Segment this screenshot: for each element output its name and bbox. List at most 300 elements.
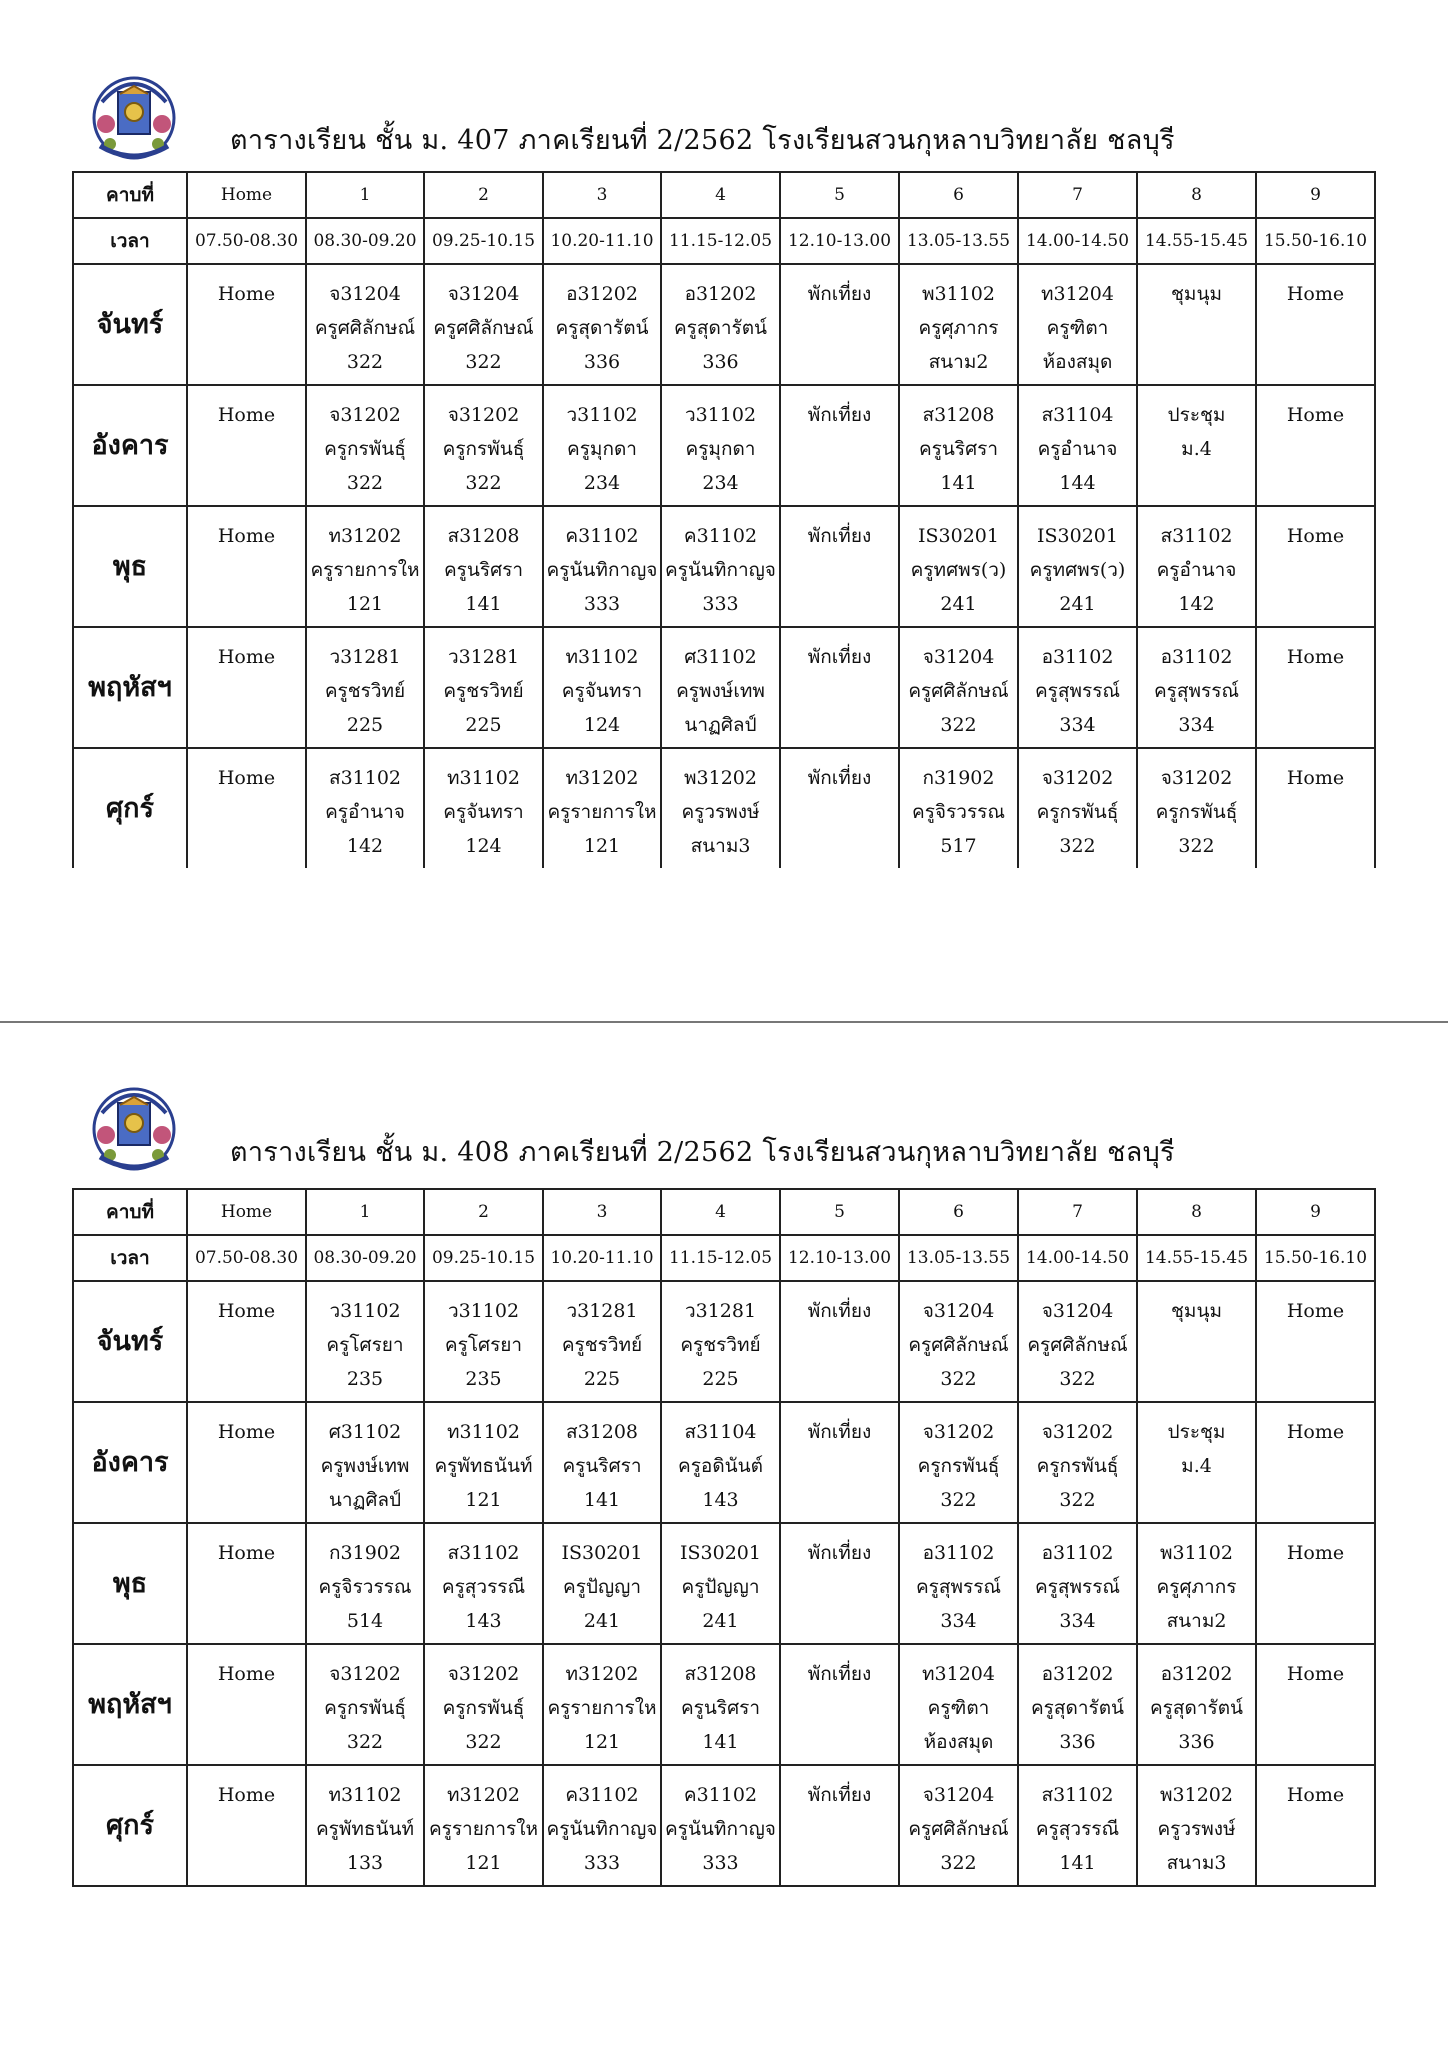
teacher-name: ครูกรพันธุ์ [442, 1697, 525, 1719]
subject-code: ท31202 [447, 1784, 520, 1806]
subject-code: ว31102 [684, 404, 757, 426]
schedule-title: ตารางเรียน ชั้น ม. 408 ภาคเรียนที่ 2/2562 โรงเรียนสวนกุหลาบวิทยาลัย ชลบุรี [230, 1137, 1175, 1168]
room-number: 234 [702, 472, 739, 494]
day-name: อังคาร [73, 1402, 187, 1523]
subject-code: ส31102 [1160, 525, 1233, 547]
time-label: เวลา [73, 218, 187, 264]
subject-code: ประชุม [1167, 1421, 1226, 1443]
room-number: สนาม2 [1166, 1610, 1227, 1632]
subject-code: จ31204 [1041, 1300, 1114, 1322]
day-name: พฤหัสฯ [73, 627, 187, 748]
room-number: ห้องสมุด [923, 1731, 994, 1753]
room-number: 322 [940, 714, 977, 736]
teacher-name: ครูนันทิกาญจ [546, 559, 658, 581]
room-number: 235 [465, 1368, 502, 1390]
class-cell [306, 1402, 424, 1523]
day-name: พุธ [73, 506, 187, 627]
subject-code: จ31204 [922, 1300, 995, 1322]
subject-code: ส31104 [684, 1421, 757, 1443]
class-cell [424, 1644, 543, 1765]
teacher-name: ครูชรวิทย์ [680, 1334, 761, 1356]
class-cell [1137, 1402, 1256, 1523]
class-cell [543, 1402, 661, 1523]
subject-code: ว31281 [329, 646, 401, 668]
teacher-name: ครูวรพงษ์ [1157, 1818, 1236, 1840]
period-cell: 8 [1137, 1189, 1256, 1235]
day-name: อังคาร [73, 385, 187, 506]
time-cell: 07.50-08.30 [187, 1235, 306, 1281]
room-number: 333 [583, 593, 621, 615]
room-number: 241 [940, 593, 977, 615]
room-number: 141 [1059, 1852, 1096, 1874]
teacher-name: ครูกรพันธุ์ [1036, 801, 1119, 823]
teacher-name: ครูรายการให [547, 1697, 657, 1719]
teacher-name: ครูสุวรรณี [441, 1576, 526, 1598]
subject-code: Home [1286, 1421, 1345, 1443]
subject-code: จ31202 [447, 404, 520, 426]
subject-code: จ31202 [447, 1663, 520, 1685]
period-cell: 3 [543, 1189, 661, 1235]
subject-code: ส31102 [1041, 1784, 1114, 1806]
time-label: เวลา [73, 1235, 187, 1281]
subject-code: ท31102 [328, 1784, 402, 1806]
subject-code: ท31102 [447, 1421, 520, 1443]
subject-code: Home [217, 767, 276, 789]
class-cell [424, 627, 543, 748]
teacher-name: ม.4 [1181, 438, 1212, 460]
class-cell [1256, 1281, 1375, 1402]
subject-code: Home [217, 1542, 276, 1564]
subject-code: ท31204 [922, 1663, 995, 1685]
room-number: 225 [346, 714, 384, 736]
room-number: 225 [702, 1368, 739, 1390]
teacher-name: ครูทศพร(ว) [1029, 559, 1126, 581]
subject-code: Home [1286, 1663, 1345, 1685]
class-cell [1137, 1644, 1256, 1765]
subject-code: ส31102 [447, 1542, 520, 1564]
class-cell [780, 748, 899, 868]
day-row [73, 1765, 1375, 1886]
class-cell [661, 264, 780, 385]
room-number: 334 [1059, 714, 1096, 736]
teacher-name: ครูกรพันธุ์ [1155, 801, 1238, 823]
class-cell [899, 748, 1018, 868]
teacher-name: ครูนริศรา [443, 559, 524, 581]
subject-code: จ31202 [329, 1663, 401, 1685]
teacher-name: ครูรายการให [310, 559, 420, 581]
subject-code: ท31102 [447, 767, 520, 789]
subject-code: IS30201 [1037, 525, 1118, 547]
room-number: 241 [1059, 593, 1096, 615]
teacher-name: ครูศศิลักษณ์ [908, 1818, 1009, 1840]
class-cell [543, 1281, 661, 1402]
day-row [73, 1644, 1375, 1765]
class-cell [899, 506, 1018, 627]
class-cell [1256, 1402, 1375, 1523]
room-number: 142 [1178, 593, 1215, 615]
subject-code: พักเที่ยง [807, 404, 872, 426]
class-cell [424, 1523, 543, 1644]
class-cell [187, 1644, 306, 1765]
subject-code: Home [1286, 1542, 1345, 1564]
day-row [73, 506, 1375, 627]
subject-code: พักเที่ยง [807, 1784, 872, 1806]
teacher-name: ครูโศรยา [326, 1334, 404, 1356]
class-cell [1137, 1765, 1256, 1886]
time-cell: 13.05-13.55 [899, 218, 1018, 264]
room-number: 225 [583, 1368, 621, 1390]
class-cell [780, 1523, 899, 1644]
time-cell: 11.15-12.05 [661, 218, 780, 264]
subject-code: จ31202 [1041, 767, 1114, 789]
room-number: 322 [940, 1489, 977, 1511]
subject-code: ท31204 [1041, 283, 1114, 305]
class-cell [306, 506, 424, 627]
subject-code: ว31102 [566, 404, 638, 426]
class-cell [1256, 1765, 1375, 1886]
room-number: 334 [1178, 714, 1215, 736]
teacher-name: ครูนริศรา [918, 438, 999, 460]
class-cell [1018, 1523, 1137, 1644]
class-cell [1256, 385, 1375, 506]
subject-code: อ31102 [1160, 646, 1233, 668]
class-cell [187, 506, 306, 627]
class-cell [1018, 1765, 1137, 1886]
schedule-title: ตารางเรียน ชั้น ม. 407 ภาคเรียนที่ 2/2562 โรงเรียนสวนกุหลาบวิทยาลัย ชลบุรี [230, 125, 1175, 156]
room-number: 141 [702, 1731, 739, 1753]
page-divider [0, 1021, 1448, 1023]
room-number: 517 [940, 835, 977, 857]
class-cell [1018, 627, 1137, 748]
period-cell: 2 [424, 172, 543, 218]
room-number: 121 [346, 593, 384, 615]
subject-code: ท31202 [565, 1663, 639, 1685]
subject-code: Home [217, 1300, 276, 1322]
period-cell: 4 [661, 172, 780, 218]
timetable [72, 1188, 1376, 1887]
time-cell: 10.20-11.10 [543, 218, 661, 264]
teacher-name: ครูชรวิทย์ [561, 1334, 643, 1356]
day-name: ศุกร์ [73, 1765, 187, 1886]
subject-code: จ31202 [1160, 767, 1233, 789]
class-cell [1137, 1523, 1256, 1644]
subject-code: ค31102 [565, 1784, 639, 1806]
class-cell [543, 1765, 661, 1886]
class-cell [661, 748, 780, 868]
teacher-name: ครูอำนาจ [325, 801, 405, 823]
subject-code: Home [1286, 1784, 1345, 1806]
time-cell: 09.25-10.15 [424, 1235, 543, 1281]
room-number: 322 [465, 351, 502, 373]
room-number: นาฏศิลป์ [684, 714, 757, 736]
room-number: 336 [702, 351, 739, 373]
period-cell: 6 [899, 1189, 1018, 1235]
subject-code: ท31202 [328, 525, 402, 547]
day-row [73, 748, 1375, 868]
teacher-name: ครูสุวรรณี [1035, 1818, 1120, 1840]
subject-code: พักเที่ยง [807, 646, 872, 668]
teacher-name: ครูจันทรา [443, 801, 524, 823]
room-number: 336 [583, 351, 621, 373]
room-number: 141 [583, 1489, 621, 1511]
period-cell: 1 [306, 1189, 424, 1235]
subject-code: ส31208 [447, 525, 520, 547]
subject-code: อ31202 [684, 283, 757, 305]
class-cell [1137, 748, 1256, 868]
class-cell [661, 385, 780, 506]
subject-code: ประชุม [1167, 404, 1226, 426]
teacher-name: ม.4 [1181, 1455, 1212, 1477]
time-row [73, 218, 1375, 264]
class-cell [1256, 748, 1375, 868]
class-cell [780, 1765, 899, 1886]
room-number: 322 [940, 1852, 977, 1874]
teacher-name: ครูสุพรรณ์ [915, 1576, 1002, 1598]
time-cell: 14.55-15.45 [1137, 218, 1256, 264]
class-cell [543, 385, 661, 506]
class-cell [780, 506, 899, 627]
class-cell [899, 1281, 1018, 1402]
day-row [73, 385, 1375, 506]
class-cell [1137, 506, 1256, 627]
class-cell [1018, 1644, 1137, 1765]
teacher-name: ครูมุกดา [685, 438, 756, 460]
subject-code: พักเที่ยง [807, 1542, 872, 1564]
period-cell: 4 [661, 1189, 780, 1235]
period-cell: 3 [543, 172, 661, 218]
teacher-name: ครูพงษ์เทพ [320, 1455, 410, 1477]
subject-code: ศ31102 [684, 646, 757, 668]
time-cell: 07.50-08.30 [187, 218, 306, 264]
room-number: สนาม3 [1166, 1852, 1227, 1874]
teacher-name: ครูมุกดา [567, 438, 637, 460]
teacher-name: ครูศศิลักษณ์ [314, 317, 416, 339]
room-number: 241 [583, 1610, 621, 1632]
room-number: 322 [1059, 835, 1096, 857]
room-number: 121 [465, 1489, 502, 1511]
subject-code: จ31202 [329, 404, 401, 426]
class-cell [187, 1281, 306, 1402]
class-cell [187, 748, 306, 868]
class-cell [899, 1402, 1018, 1523]
teacher-name: ครูกรพันธุ์ [324, 1697, 406, 1719]
subject-code: ท31102 [565, 646, 639, 668]
teacher-name: ครูรายการให [428, 1818, 539, 1840]
time-cell: 13.05-13.55 [899, 1235, 1018, 1281]
class-cell [306, 1765, 424, 1886]
class-cell [780, 1402, 899, 1523]
teacher-name: ครูพงษ์เทพ [676, 680, 765, 702]
teacher-name: ครูนันทิกาญจ [546, 1818, 658, 1840]
class-cell [661, 506, 780, 627]
time-cell: 10.20-11.10 [543, 1235, 661, 1281]
subject-code: พักเที่ยง [807, 767, 872, 789]
subject-code: ค31102 [683, 1784, 758, 1806]
room-number: 322 [1178, 835, 1215, 857]
class-cell [424, 1765, 543, 1886]
class-cell [543, 1523, 661, 1644]
class-cell [543, 627, 661, 748]
class-cell [899, 385, 1018, 506]
teacher-name: ครูปัญญา [562, 1576, 642, 1598]
class-cell [1137, 627, 1256, 748]
subject-code: ชุมนุม [1171, 1300, 1222, 1322]
room-number: 225 [465, 714, 502, 736]
room-number: 334 [1059, 1610, 1096, 1632]
class-cell [780, 264, 899, 385]
subject-code: พ31202 [1160, 1784, 1233, 1806]
period-cell: 5 [780, 172, 899, 218]
teacher-name: ครูชรวิทย์ [324, 680, 406, 702]
teacher-name: ครูศศิลักษณ์ [908, 680, 1009, 702]
teacher-name: ครูกรพันธุ์ [324, 438, 406, 460]
class-cell [1256, 1523, 1375, 1644]
day-name: จันทร์ [73, 1281, 187, 1402]
class-cell [306, 1523, 424, 1644]
subject-code: Home [1286, 1300, 1345, 1322]
time-row [73, 1235, 1375, 1281]
teacher-name: ครูศศิลักษณ์ [1027, 1334, 1128, 1356]
time-cell: 08.30-09.20 [306, 1235, 424, 1281]
teacher-name: ครูกรพันธุ์ [442, 438, 525, 460]
subject-code: อ31102 [922, 1542, 995, 1564]
class-cell [424, 748, 543, 868]
subject-code: ส31102 [328, 767, 402, 789]
subject-code: พ31102 [1160, 1542, 1233, 1564]
subject-code: จ31204 [447, 283, 520, 305]
class-cell [187, 1765, 306, 1886]
teacher-name: ครูจันทรา [561, 680, 643, 702]
teacher-name: ครูสุดารัตน์ [673, 317, 768, 339]
subject-code: ค31102 [683, 525, 758, 547]
subject-code: ว31281 [447, 646, 520, 668]
class-cell [1018, 748, 1137, 868]
room-number: 322 [940, 1368, 977, 1390]
room-number: 144 [1059, 472, 1096, 494]
room-number: 121 [583, 1731, 621, 1753]
room-number: 322 [346, 472, 384, 494]
time-cell: 14.00-14.50 [1018, 218, 1137, 264]
class-cell [899, 627, 1018, 748]
class-cell [306, 1644, 424, 1765]
teacher-name: ครูสุดารัตน์ [1149, 1697, 1244, 1719]
subject-code: Home [1286, 767, 1345, 789]
subject-code: จ31202 [922, 1421, 995, 1443]
teacher-name: ครูปัญญา [681, 1576, 760, 1598]
period-row [73, 1189, 1375, 1235]
teacher-name: ครูฑิตา [1046, 317, 1109, 339]
subject-code: จ31204 [329, 283, 401, 305]
room-number: 322 [465, 1731, 502, 1753]
subject-code: อ31202 [566, 283, 638, 305]
subject-code: Home [1286, 646, 1345, 668]
class-cell [1018, 264, 1137, 385]
subject-code: พักเที่ยง [807, 525, 872, 547]
subject-code: พักเที่ยง [807, 283, 872, 305]
class-cell [306, 1281, 424, 1402]
day-name: พุธ [73, 1523, 187, 1644]
subject-code: ค31102 [565, 525, 639, 547]
time-cell: 15.50-16.10 [1256, 1235, 1375, 1281]
teacher-name: ครูพัทธนันท์ [315, 1818, 415, 1840]
period-cell: 9 [1256, 172, 1375, 218]
period-cell: 7 [1018, 172, 1137, 218]
teacher-name: ครูโศรยา [444, 1334, 523, 1356]
teacher-name: ครูรายการให [547, 801, 657, 823]
teacher-name: ครูนริศรา [680, 1697, 761, 1719]
class-cell [187, 1523, 306, 1644]
class-cell [306, 748, 424, 868]
subject-code: Home [217, 283, 276, 305]
room-number: 322 [1059, 1368, 1096, 1390]
room-number: 234 [583, 472, 621, 494]
room-number: 514 [346, 1610, 384, 1632]
class-cell [661, 1402, 780, 1523]
room-number: 121 [465, 1852, 502, 1874]
subject-code: จ31204 [922, 1784, 995, 1806]
room-number: 334 [940, 1610, 977, 1632]
class-cell [780, 1644, 899, 1765]
subject-code: พักเที่ยง [807, 1663, 872, 1685]
room-number: นาฏศิลป์ [328, 1489, 402, 1511]
day-name: พฤหัสฯ [73, 1644, 187, 1765]
teacher-name: ครูทศพร(ว) [910, 559, 1007, 581]
time-cell: 09.25-10.15 [424, 218, 543, 264]
room-number: 241 [702, 1610, 739, 1632]
subject-code: อ31102 [1041, 646, 1114, 668]
room-number: 143 [465, 1610, 502, 1632]
class-cell [1256, 1644, 1375, 1765]
subject-code: พักเที่ยง [807, 1300, 872, 1322]
period-label: คาบที่ [73, 1189, 187, 1235]
time-cell: 15.50-16.10 [1256, 218, 1375, 264]
day-row [73, 1402, 1375, 1523]
room-number: 336 [1178, 1731, 1215, 1753]
day-row [73, 1523, 1375, 1644]
subject-code: Home [217, 1663, 276, 1685]
period-label: คาบที่ [73, 172, 187, 218]
class-cell [424, 1281, 543, 1402]
class-cell [661, 1644, 780, 1765]
class-cell [661, 1281, 780, 1402]
subject-code: อ31102 [1041, 1542, 1114, 1564]
class-cell [424, 264, 543, 385]
room-number: ห้องสมุด [1042, 351, 1113, 373]
class-cell [780, 627, 899, 748]
class-cell [543, 264, 661, 385]
teacher-name: ครูกรพันธุ์ [1036, 1455, 1119, 1477]
period-cell: 7 [1018, 1189, 1137, 1235]
teacher-name: ครูอดินันต์ [678, 1455, 763, 1477]
class-cell [899, 1644, 1018, 1765]
teacher-name: ครูจิรวรรณ [912, 801, 1005, 823]
class-cell [661, 627, 780, 748]
teacher-name: ครูสุพรรณ์ [1034, 1576, 1121, 1598]
subject-code: IS30201 [680, 1542, 761, 1564]
class-cell [1137, 264, 1256, 385]
teacher-name: ครูจิรวรรณ [318, 1576, 412, 1598]
period-row [73, 172, 1375, 218]
period-cell: 9 [1256, 1189, 1375, 1235]
room-number: 142 [346, 835, 384, 857]
room-number: 336 [1059, 1731, 1096, 1753]
period-cell: Home [187, 1189, 306, 1235]
subject-code: ศ31102 [328, 1421, 402, 1443]
class-cell [780, 385, 899, 506]
teacher-name: ครูชรวิทย์ [443, 680, 524, 702]
subject-code: ชุมนุม [1171, 283, 1222, 305]
room-number: 124 [583, 714, 621, 736]
